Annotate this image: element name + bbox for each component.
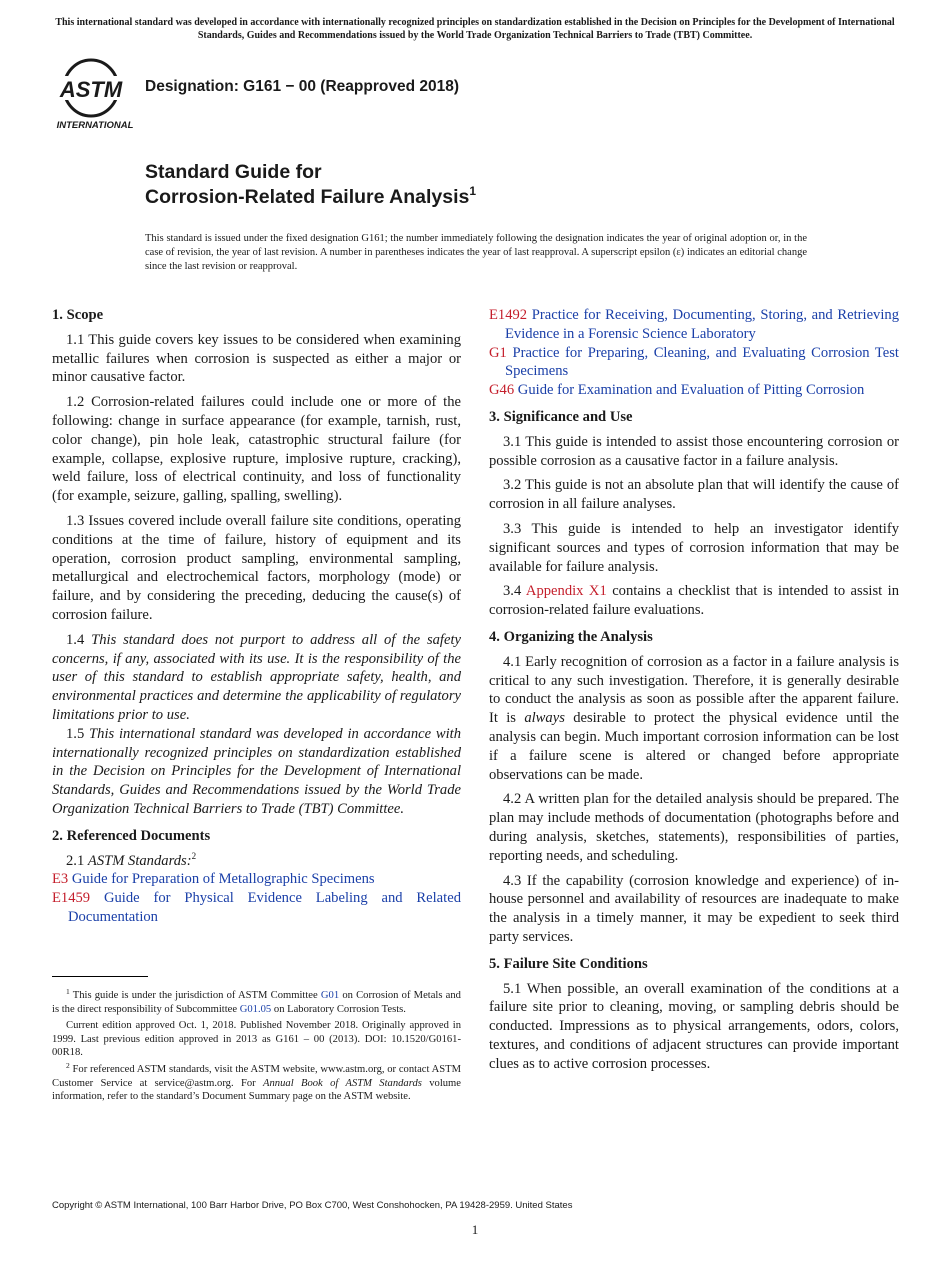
paragraph-3-4: 3.4 Appendix X1 contains a checklist that is intended to assist in corrosion-related failure evaluations.: [489, 583, 899, 619]
paragraph-1-4: 1.4 This standard does not purport to address all of the safety concerns, if any, associated with its use. It is the responsibility of the user of this standard to establish appropriate safety, health, and environmental practices and determine the applicability of regulatory limitations prior to use.: [52, 631, 461, 723]
paragraph-3-1: 3.1 This guide is intended to assist those encountering corrosion or possible corrosion as a causative factor in a failure analysis.: [489, 433, 899, 469]
section-heading-organizing: 4. Organizing the Analysis: [489, 628, 653, 645]
reference-g1[interactable]: G1 Practice for Preparing, Cleaning, and Evaluating Corrosion Test Specimens: [489, 344, 899, 380]
astm-logo: [55, 58, 135, 132]
section-heading-significance: 3. Significance and Use: [489, 408, 633, 425]
reference-e3[interactable]: E3 Guide for Preparation of Metallographic Specimens: [52, 871, 375, 888]
title-line-2: Corrosion-Related Failure Analysis$^1$: [145, 184, 477, 208]
footnote-divider: [52, 976, 148, 977]
left-column: [52, 306, 461, 927]
top-notice: This international standard was developed in accordance with internationally recognized principles on standardization established in the Decision on Principles for the Development of International Standards, Guides and Recommendations issued by the World Trade Organization Technical Barriers to Trade (TBT) Committee.: [55, 17, 895, 41]
subcommittee-link[interactable]: G01.05: [239, 1003, 272, 1015]
reference-e1492[interactable]: E1492 Practice for Receiving, Documenting, Storing, and Retrieving Evidence in a Forensic Science Laboratory: [489, 307, 899, 342]
designation: Designation: G161 − 00 (Reapproved 2018): [145, 78, 459, 95]
footnotes: [52, 989, 461, 1107]
logo-wordmark: ASTM: [59, 77, 123, 102]
copyright: Copyright © ASTM International, 100 Barr Harbor Drive, PO Box C700, West Conshohocken, PA 19428-2959. United States: [52, 1200, 573, 1211]
paragraph-1-1: 1.1 This guide covers key issues to be considered when examining metallic failures when corrosion is suspected as either a major or minor causative factor.: [52, 331, 461, 386]
paragraph-2-1: 2.1 ASTM Standards:$^2$: [66, 850, 197, 869]
appendix-link[interactable]: Appendix X1: [525, 583, 607, 600]
footnote-2: $^2$ For referenced ASTM standards, visit the ASTM website, www.astm.org, or contact ASTM Customer Service at service@astm.org. For Annual Book of ASTM Standards volume information, refer to the standard’s Document Summary page on the ASTM website.: [52, 1060, 462, 1103]
committee-link[interactable]: G01: [320, 990, 340, 1001]
right-column: [489, 306, 899, 1079]
footnote-1: $^1$ This guide is under the jurisdiction of ASTM Committee G01 on Corrosion of Metals and is the direct responsibility of Subcommittee G01.05 on Laboratory Corrosion Tests.: [52, 987, 461, 1015]
reference-g46[interactable]: G46 Guide for Examination and Evaluation of Pitting Corrosion: [489, 382, 865, 399]
paragraph-4-1: 4.1 Early recognition of corrosion as a factor in a failure analysis is critical to any such investigation. Therefore, it is generally desirable to conduct the analysis as soon as possible after the apparent failure. It is always desirable to protect the physical evidence until the analysis can begin. Much important corrosion information can be lost if a failure scene is altered or changed before appropriate observations can be made.: [489, 653, 899, 783]
section-heading-failure-site: 5. Failure Site Conditions: [489, 955, 648, 972]
page-number: 1: [471, 1222, 479, 1237]
reference-e1459[interactable]: E1459 Guide for Physical Evidence Labeling and Related Documentation: [52, 890, 461, 925]
paragraph-1-5: 1.5 This international standard was developed in accordance with internationally recognized principles on standardization established in the Decision on Principles for the Development of International Standards, Guides and Recommendations issued by the World Trade Organization Technical Barriers to Trade (TBT) Committee.: [52, 725, 462, 817]
section-heading-scope: 1. Scope: [52, 307, 104, 323]
page-title: [145, 160, 476, 210]
paragraph-3-2: 3.2 This guide is not an absolute plan that will identify the cause of corrosion in all failure analyses.: [489, 477, 899, 513]
paragraph-3-3: 3.3 This guide is intended to help an investigator identify significant sources and types of corrosion information that may be available for failure analysis.: [489, 520, 899, 575]
paragraph-5-1: 5.1 When possible, an overall examination of the conditions at a failure site prior to cleaning, moving, or sampling debris should be conducted. Impressions as to physical arrangements, odors, colors, textures, and conditions of adjacent structures can provide important clues as to active corrosion processes.: [489, 980, 899, 1072]
paragraph-1-3: 1.3 Issues covered include overall failure site conditions, operating conditions at the time of failure, history of equipment and its operation, corrosion product sampling, environmental sampling, metallurgical and electrochemical factors, morphology (mode) or failure, and by considering the preceding, deducing the cause(s) of corrosion failure.: [52, 512, 461, 623]
paragraph-1-2: 1.2 Corrosion-related failures could include one or more of the following: change in surface appearance (for example, tarnish, rust, color change), pin hole leak, catastrophic structural failure (for example, collapse, explosive rupture, implosive rupture, cracking), weld failure, loss of electrical continuity, and loss of functionality (for example, seizure, galling, spalling, swelling).: [52, 394, 461, 505]
logo-sub: INTERNATIONAL: [56, 120, 134, 131]
title-line-1: Standard Guide for: [145, 161, 322, 183]
paragraph-4-2: 4.2 A written plan for the detailed analysis should be prepared. The plan may include methods of documentation (photographs before and during analysis, sketches, statements), responsibilities of parties, reporting needs, and scheduling.: [489, 791, 899, 864]
preamble: This standard is issued under the fixed designation G161; the number immediately following the designation indicates the year of original adoption or, in the case of revision, the year of last revision. A number in parentheses indicates the year of last reapproval. A superscript epsilon (ε) indicates an editorial change since the last revision or reapproval.: [145, 233, 807, 272]
footnote-1-edition: Current edition approved Oct. 1, 2018. Published November 2018. Originally approved in 1999. Last previous edition approved in 2013 as G161 – 00 (2013). DOI: 10.1520/G0161-00R18.: [52, 1020, 461, 1059]
section-heading-referenced-documents: 2. Referenced Documents: [52, 827, 211, 844]
paragraph-4-3: 4.3 If the capability (corrosion knowledge and experience) of in-house personnel and availability of resources are inadequate to make the analysis in a timely manner, it may be expedient to seek third party services.: [489, 872, 899, 945]
